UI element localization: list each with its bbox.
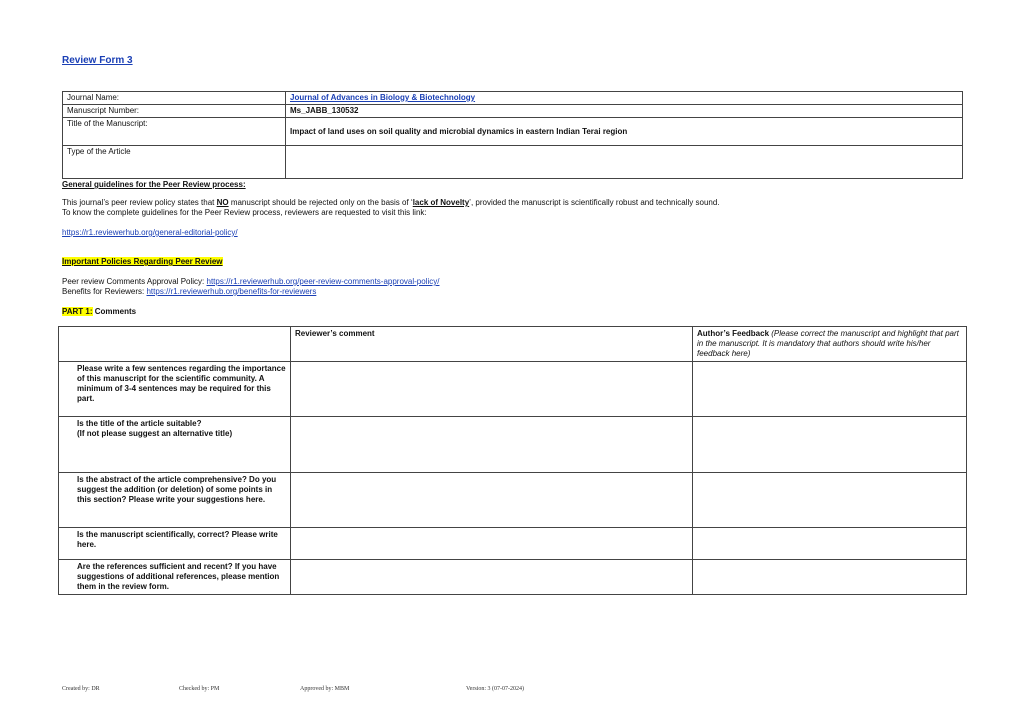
part1-label <box>62 307 136 316</box>
approval-policy-link[interactable]: https://r1.reviewerhub.org/peer-review-comments-approval-policy/ <box>206 277 440 286</box>
guidelines-text-part1: This journal’s peer review policy states that <box>62 198 217 207</box>
article-type-label: Type of the Article <box>63 146 286 179</box>
question-abstract: Is the abstract of the article comprehensive? Do you suggest the addition (or deletion) of some points in this section? Please write your suggestions here. <box>59 473 291 528</box>
guidelines-text-novelty: lack of Novelty <box>412 198 470 207</box>
blank-header-cell <box>59 327 291 362</box>
footer-created: Created by: DR <box>62 686 100 692</box>
reviewer-comment-cell[interactable] <box>291 560 693 595</box>
manuscript-title-row <box>63 118 963 146</box>
form-title: Review Form 3 <box>62 55 133 66</box>
table-row <box>59 473 967 528</box>
question-title: Is the title of the article suitable? (If not please suggest an alternative title) <box>59 417 291 473</box>
part1-label-rest: Comments <box>92 307 137 316</box>
reviewer-comment-cell[interactable] <box>291 417 693 473</box>
approval-policy-label: Peer review Comments Approval Policy: <box>62 277 207 286</box>
table-row <box>59 362 967 417</box>
author-feedback-cell[interactable] <box>693 362 967 417</box>
manuscript-title-label: Title of the Manuscript: <box>63 118 286 146</box>
reviewer-comment-cell[interactable] <box>291 362 693 417</box>
author-feedback-cell[interactable] <box>693 473 967 528</box>
guidelines-text-line2: To know the complete guidelines for the Peer Review process, reviewers are requested to visit this link: <box>62 208 427 217</box>
reviewer-comment-cell[interactable] <box>291 473 693 528</box>
table-row <box>59 417 967 473</box>
part1-label-highlight: PART 1: <box>62 307 93 316</box>
author-feedback-cell[interactable] <box>693 560 967 595</box>
benefits-link[interactable]: https://r1.reviewerhub.org/benefits-for-reviewers <box>146 287 317 296</box>
policies-heading: Important Policies Regarding Peer Review <box>62 257 223 266</box>
guidelines-text-part3: ’, provided the manuscript is scientifically robust and technically sound. <box>469 198 720 207</box>
author-feedback-header-note: (Please correct the manuscript and highlight that part in the manuscript. It is mandatory that authors should write his/her feedback here) <box>697 329 959 358</box>
table-row <box>59 528 967 560</box>
manuscript-number-label: Manuscript Number: <box>63 105 286 118</box>
reviewer-comment-header: Reviewer’s comment <box>291 327 693 362</box>
editorial-policy-link[interactable]: https://r1.reviewerhub.org/general-editorial-policy/ <box>62 228 238 237</box>
benefits-label: Benefits for Reviewers: <box>62 287 147 296</box>
manuscript-title-value: Impact of land uses on soil quality and microbial dynamics in eastern Indian Terai region <box>286 118 963 146</box>
footer-approved: Approved by: MBM <box>300 686 350 692</box>
manuscript-info-table <box>62 91 963 179</box>
footer-checked: Checked by: PM <box>179 686 220 692</box>
table-row <box>59 560 967 595</box>
comments-table <box>58 326 967 595</box>
journal-link[interactable]: Journal of Advances in Biology & Biotechnology <box>290 93 476 102</box>
guidelines-text-part2: manuscript should be rejected only on the basis of ‘ <box>228 198 413 207</box>
manuscript-number-value: Ms_JABB_130532 <box>286 105 963 118</box>
question-scientific: Is the manuscript scientifically, correct? Please write here. <box>59 528 291 560</box>
journal-row <box>63 92 963 105</box>
guidelines-heading: General guidelines for the Peer Review process: <box>62 180 246 189</box>
comments-header-row <box>59 327 967 362</box>
guidelines-text-no: NO <box>216 198 229 207</box>
journal-label: Journal Name: <box>63 92 286 105</box>
author-feedback-header <box>693 327 967 362</box>
article-type-row <box>63 146 963 179</box>
manuscript-number-row <box>63 105 963 118</box>
guidelines-text <box>62 198 720 218</box>
question-references: Are the references sufficient and recent? If you have suggestions of additional references, please mention them in the review form. <box>59 560 291 595</box>
reviewer-comment-cell[interactable] <box>291 528 693 560</box>
article-type-value[interactable] <box>286 146 963 179</box>
question-importance: Please write a few sentences regarding the importance of this manuscript for the scientific community. A minimum of 3-4 sentences may be required for this part. <box>59 362 291 417</box>
author-feedback-header-title: Author’s Feedback <box>697 329 770 338</box>
policies-text <box>62 277 439 297</box>
footer-version: Version: 3 (07-07-2024) <box>466 686 524 692</box>
author-feedback-cell[interactable] <box>693 417 967 473</box>
author-feedback-cell[interactable] <box>693 528 967 560</box>
